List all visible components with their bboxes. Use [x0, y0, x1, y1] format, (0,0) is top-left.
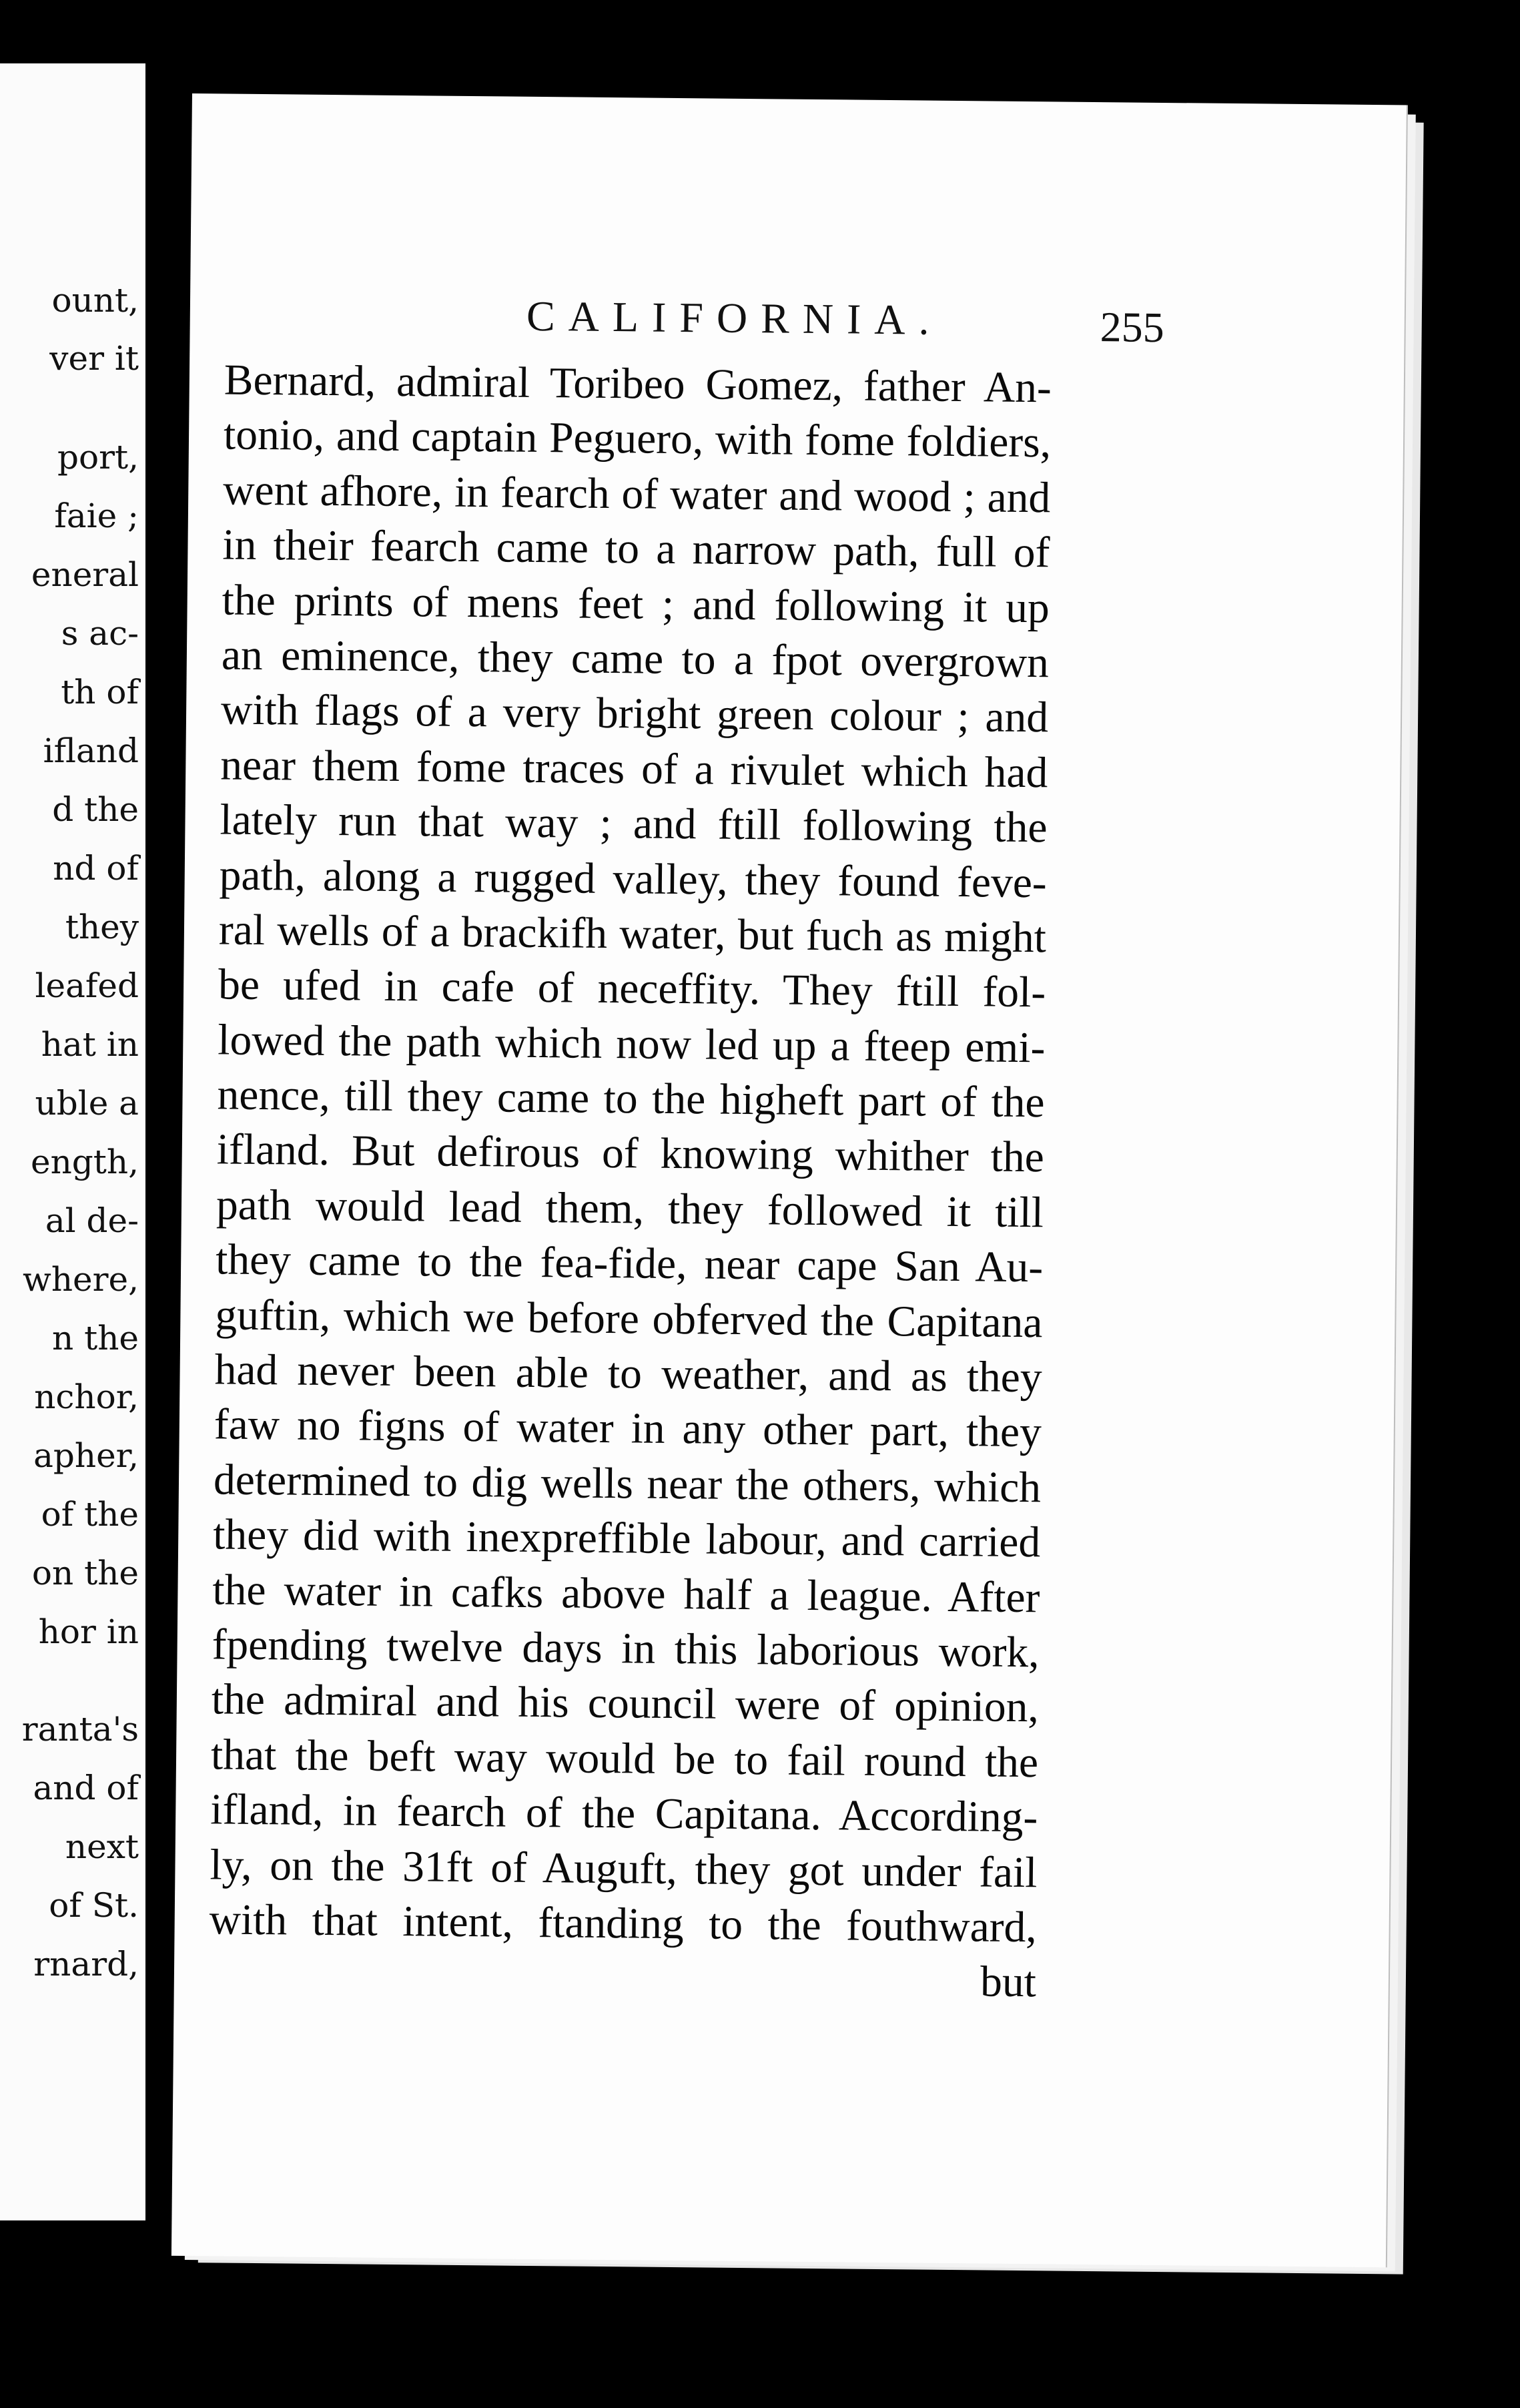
text-line: ral wells of a brackifh water, but fuch as might — [218, 906, 1047, 962]
left-page-line-fragment: on the — [31, 1554, 139, 1592]
left-page-line-fragment: apher, — [33, 1436, 139, 1475]
left-page-line-fragment: hor in — [38, 1612, 139, 1651]
text-line: guftin, which we before obferved the Capitana — [215, 1291, 1043, 1347]
text-line: ifland, in fearch of the Capitana. According- — [210, 1785, 1038, 1842]
text-line: the water in cafks above half a league. After — [212, 1565, 1040, 1622]
text-line: faw no figns of water in any other part, they — [214, 1400, 1042, 1457]
running-head: CALIFORNIA. — [526, 292, 943, 344]
left-page-line-fragment: they — [65, 908, 139, 946]
left-page-line-fragment: s ac- — [61, 614, 139, 653]
left-page-line-fragment: ength, — [31, 1143, 139, 1181]
text-line: near them fome traces of a rivulet which had — [220, 741, 1048, 798]
left-page-line-fragment: ount, — [51, 281, 139, 320]
left-page-line-fragment: rnard, — [33, 1945, 139, 1984]
text-line: Bernard, admiral Toribeo Gomez, father An- — [224, 356, 1052, 412]
left-page-line-fragment: where, — [23, 1260, 139, 1299]
text-line: in their fearch came to a narrow path, full of — [222, 521, 1050, 577]
left-page-line-fragment: th of — [61, 673, 139, 711]
text-line: ly, on the 31ft of Auguft, they got under fail — [210, 1840, 1038, 1897]
left-page-line-fragment: of St. — [49, 1886, 139, 1925]
left-page-line-fragment: next — [65, 1827, 139, 1866]
text-line: the prints of mens feet ; and following it up — [222, 576, 1050, 632]
text-line: ifland. But defirous of knowing whither the — [216, 1125, 1045, 1182]
left-page-line-fragment: nd of — [53, 849, 139, 888]
text-line: an eminence, they came to a fpot overgrown — [221, 631, 1050, 687]
text-line: be ufed in cafe of neceffity. They ftill fol- — [218, 960, 1046, 1017]
left-page-line-fragment: uble a — [35, 1084, 139, 1123]
left-page-line-fragment: ver it — [49, 339, 139, 378]
left-page-line-fragment: leafed — [35, 966, 139, 1005]
text-line: that the beft way would be to fail round the — [210, 1731, 1039, 1787]
text-line: determined to dig wells near the others, which — [213, 1456, 1042, 1512]
left-page-line-fragment: ranta's — [21, 1710, 139, 1749]
left-page-line-fragment: eneral — [31, 555, 139, 594]
left-page-line-fragment: faie ; — [54, 497, 139, 535]
body-text — [209, 352, 1052, 2010]
text-line: they did with inexpreffible labour, and carried — [212, 1510, 1041, 1567]
text-line: the admiral and his council were of opinion, — [211, 1675, 1040, 1732]
text-line: with that intent, ftanding to the fouthward, — [209, 1895, 1038, 1952]
text-line: with flags of a very bright green colour ; and — [220, 685, 1049, 742]
text-line: path would lead them, they followed it till — [216, 1181, 1044, 1237]
text-line: nence, till they came to the higheft part of the — [217, 1071, 1045, 1127]
right-page — [171, 93, 1408, 2267]
page-number: 255 — [1100, 303, 1165, 351]
text-line: had never been able to weather, and as they — [214, 1345, 1042, 1402]
left-page-line-fragment: n the — [52, 1319, 139, 1358]
text-line: lately run that way ; and ftill following the — [220, 796, 1048, 852]
text-line: fpending twelve days in this laborious work, — [212, 1620, 1040, 1677]
text-line: tonio, and captain Peguero, with fome foldiers, — [223, 410, 1052, 467]
left-page-line-fragment: nchor, — [34, 1378, 139, 1416]
left-page-line-fragment: of the — [41, 1495, 139, 1534]
text-line: they came to the fea-fide, near cape San Au- — [215, 1235, 1044, 1292]
text-line: lowed the path which now led up a fteep emi- — [218, 1016, 1046, 1073]
left-page-line-fragment: and of — [33, 1769, 139, 1807]
left-page-line-fragment: ifland — [43, 731, 139, 770]
left-page-line-fragment: hat in — [41, 1025, 139, 1064]
text-line: went afhore, in fearch of water and wood ; and — [222, 466, 1051, 523]
left-page-line-fragment: al de- — [45, 1201, 139, 1240]
left-page-line-fragment: d the — [52, 790, 139, 829]
text-line: path, along a rugged valley, they found feve- — [219, 850, 1048, 907]
left-page-line-fragment: port, — [57, 438, 139, 477]
left-page-edge — [0, 63, 145, 2220]
catchword: but — [980, 1958, 1037, 2007]
